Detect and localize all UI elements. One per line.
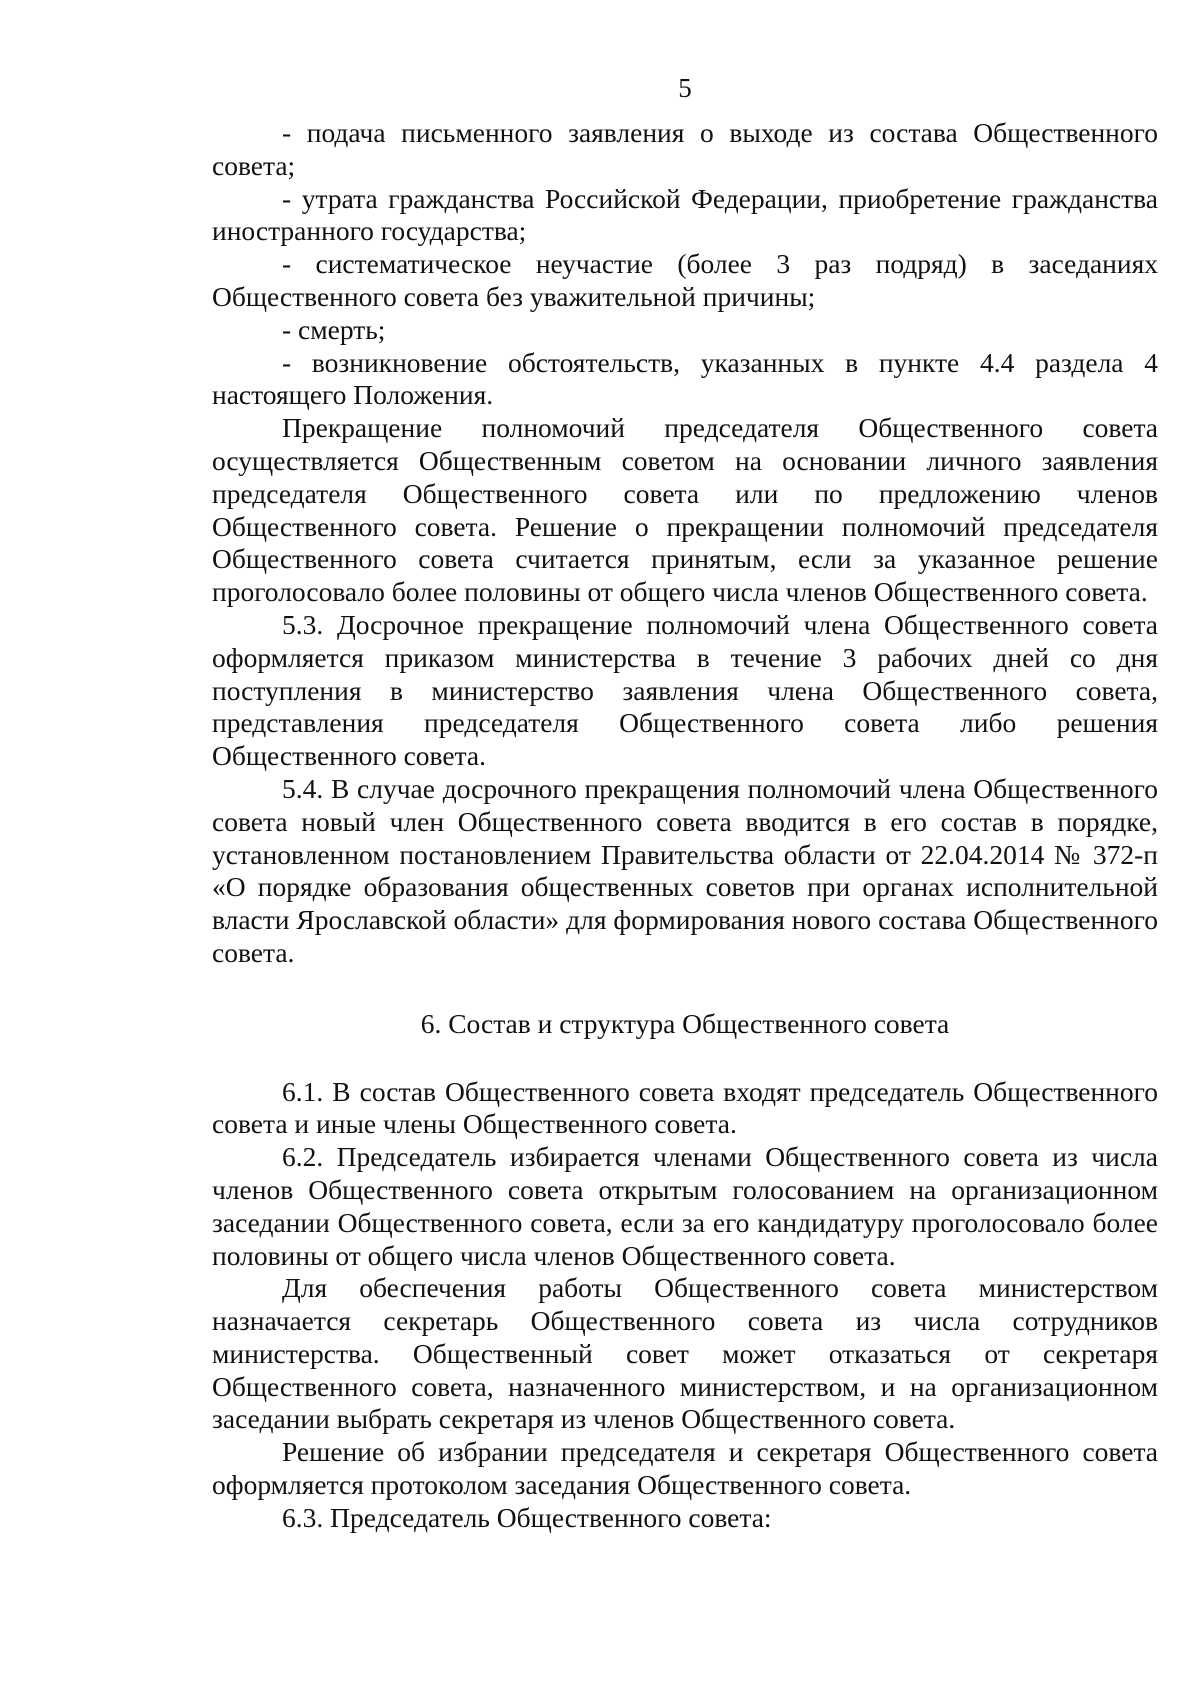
page-number: 5 (678, 73, 692, 103)
paragraph-5-4: 5.4. В случае досрочного прекращения полномочий члена Общественного совета новый член Общественного совета вводится в его состав в порядке, установленном постановлением Правительства области от 22.04.2014 № 372-п «О порядке образования общественных советов при органах исполнительной власти Ярославской области» для формирования нового состава Общественного совета. (212, 772, 1158, 968)
paragraph-bullet-absence: - систематическое неучастие (более 3 раз подряд) в заседаниях Общественного совета без уважительной причины; (212, 248, 1158, 312)
paragraph-secretary: Для обеспечения работы Общественного совета министерством назначается секретарь Общественного совета из числа сотрудников министерства. Общественный совет может отказаться от секретаря Общественного совета, назначенного министерством, и на организационном заседании выбрать секретаря из членов Общественного совета. (212, 1272, 1158, 1435)
paragraph-bullet-citizenship: - утрата гражданства Российской Федерации, приобретение гражданства иностранного государства; (212, 182, 1158, 247)
document-body (212, 117, 1158, 1535)
paragraph-chair-termination: Прекращение полномочий председателя Общественного совета осуществляется Общественным советом на основании личного заявления председателя Общественного совета или по предложению членов Общественного совета. Решение о прекращении полномочий председателя Общественного совета считается принятым, если за указанное решение проголосовало более половины от общего числа членов Общественного совета. (212, 412, 1158, 608)
paragraph-6-2: 6.2. Председатель избирается членами Общественного совета из числа членов Общественного совета открытым голосованием на организационном заседании Общественного совета, если за его кандидатуру проголосовало более половины от общего числа членов Общественного совета. (212, 1141, 1158, 1271)
paragraph-election-protocol: Решение об избрании председателя и секретаря Общественного совета оформляется протоколом заседания Общественного совета. (212, 1436, 1158, 1501)
paragraph-6-3: 6.3. Председатель Общественного совета: (282, 1501, 772, 1533)
paragraph-bullet-death: - смерть; (282, 313, 386, 345)
paragraph-bullet-resignation: - подача письменного заявления о выходе из состава Общественного совета; (212, 117, 1158, 181)
paragraph-bullet-circumstances: - возникновение обстоятельств, указанных в пункте 4.4 раздела 4 настоящего Положения. (212, 346, 1158, 411)
paragraph-5-3: 5.3. Досрочное прекращение полномочий члена Общественного совета оформляется приказом министерства в течение 3 рабочих дней со дня поступления в министерство заявления члена Общественного совета, представления председателя Общественного совета либо решения Общественного совета. (212, 608, 1158, 772)
paragraph-6-1: 6.1. В состав Общественного совета входят председатель Общественного совета и иные члены Общественного совета. (212, 1075, 1158, 1140)
section-heading: 6. Состав и структура Общественного совета (420, 1007, 950, 1039)
